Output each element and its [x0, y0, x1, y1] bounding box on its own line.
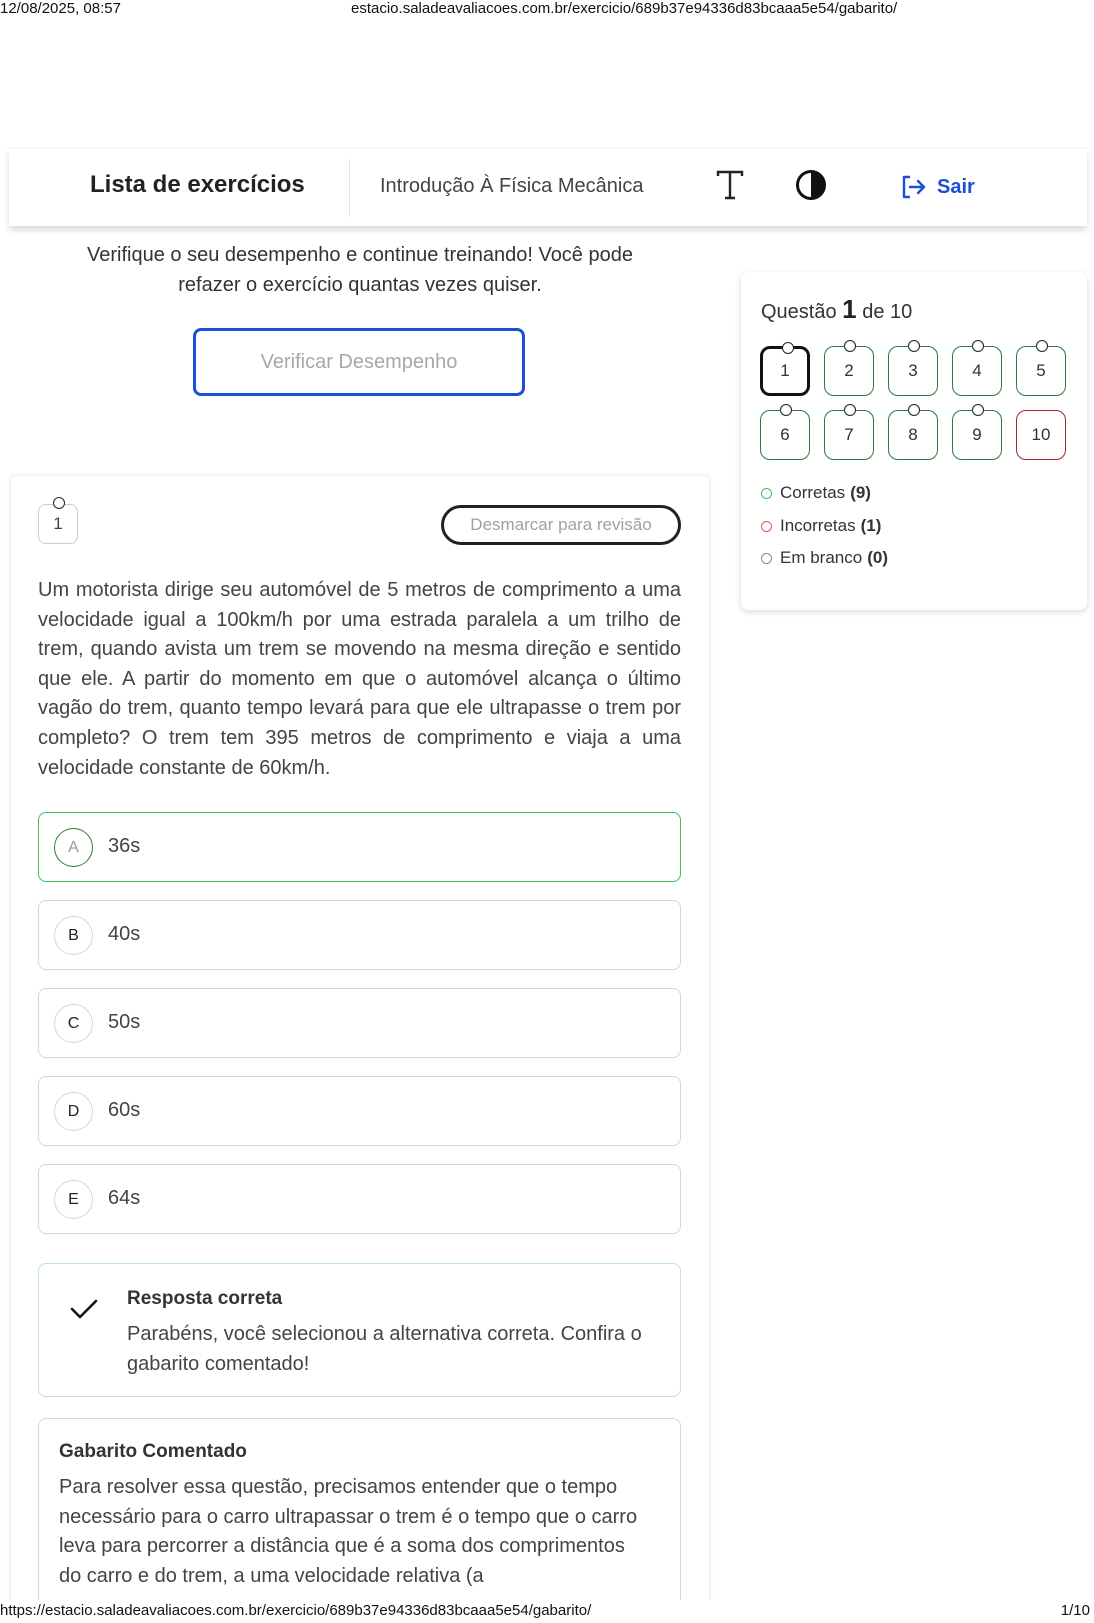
- feedback-text: Parabéns, você selecionou a alternativa correta. Confira o gabarito comentado!: [127, 1323, 642, 1375]
- option-b[interactable]: [38, 900, 681, 970]
- logout-button[interactable]: [899, 172, 975, 202]
- question-total: de 10: [862, 301, 913, 323]
- question-button-label: 4: [972, 361, 982, 380]
- correct-dot-icon: [761, 488, 772, 499]
- question-button-6[interactable]: [760, 410, 810, 460]
- text-size-icon[interactable]: [715, 169, 745, 201]
- question-button-label: 1: [780, 361, 790, 380]
- question-number: 1: [53, 514, 63, 533]
- question-button-label: 9: [972, 425, 982, 444]
- question-button-8[interactable]: [888, 410, 938, 460]
- option-e[interactable]: [38, 1164, 681, 1234]
- review-flag-icon: [972, 404, 984, 416]
- commented-answer: [38, 1418, 681, 1623]
- commented-answer-text: Para resolver essa questão, precisamos entender que o tempo necessário para o carro ultrapassar o trem é o tempo que o carro leva para percorrer a distância que é a soma dos comprimentos do carro e do trem, a uma velocidade relativa (a: [59, 1476, 638, 1587]
- divider: [349, 159, 350, 217]
- review-flag-icon: [53, 497, 65, 509]
- blank-dot-icon: [761, 553, 772, 564]
- legend-blank: [761, 548, 888, 568]
- page-title: Lista de exercícios: [90, 171, 305, 198]
- print-footer-url: https://estacio.saladeavaliacoes.com.br/exercicio/689b37e94336d83bcaaa5e54/gabarito/: [0, 1602, 592, 1619]
- option-c[interactable]: [38, 988, 681, 1058]
- question-statement: Um motorista dirige seu automóvel de 5 metros de comprimento a uma velocidade igual a 100km/h por uma estrada paralela a um trilho de trem, quando avista um trem se movendo na mesma direção e sentido que ele. A partir do momento em que o automóvel alcança o último vagão do trem, quanto tempo levará para que ele ultrapasse o trem por completo? O trem tem 395 metros de comprimento e viaja a uma velocidade constante de 60km/h.: [38, 579, 681, 779]
- course-name: Introdução À Física Mecânica: [380, 175, 644, 197]
- question-button-label: 2: [844, 361, 854, 380]
- option-d[interactable]: [38, 1076, 681, 1146]
- question-button-label: 7: [844, 425, 854, 444]
- review-flag-icon: [908, 404, 920, 416]
- unmark-review-button[interactable]: Desmarcar para revisão: [441, 505, 681, 545]
- logout-icon: [899, 173, 927, 201]
- legend-correct-count: (9): [850, 483, 871, 502]
- legend-wrong: [761, 516, 881, 536]
- legend-blank-count: (0): [867, 548, 888, 567]
- print-page-number: 1/10: [1060, 1602, 1090, 1619]
- question-label: Questão: [761, 301, 837, 323]
- legend-wrong-label: Incorretas: [780, 516, 856, 535]
- question-navigator: [741, 272, 1087, 610]
- check-icon: [69, 1296, 99, 1322]
- question-number-badge: [38, 504, 78, 544]
- print-header-url: estacio.saladeavaliacoes.com.br/exercicio/689b37e94336d83bcaaa5e54/gabarito/: [351, 0, 898, 17]
- contrast-icon[interactable]: [795, 169, 827, 201]
- verify-performance-button[interactable]: Verificar Desempenho: [193, 328, 525, 396]
- intro-text: Verifique o seu desempenho e continue treinando! Você pode refazer o exercício quantas vezes quiser.: [87, 244, 633, 296]
- print-datetime: 12/08/2025, 08:57: [0, 0, 121, 17]
- review-flag-icon: [844, 340, 856, 352]
- question-card: [11, 476, 709, 1623]
- question-button-9[interactable]: [952, 410, 1002, 460]
- option-letter: A: [54, 828, 93, 867]
- question-button-10[interactable]: [1016, 410, 1066, 460]
- option-letter: B: [54, 916, 93, 955]
- option-letter: D: [54, 1092, 93, 1131]
- question-button-label: 5: [1036, 361, 1046, 380]
- question-button-label: 3: [908, 361, 918, 380]
- option-letter: C: [54, 1004, 93, 1043]
- review-flag-icon: [780, 404, 792, 416]
- legend-blank-label: Em branco: [780, 548, 863, 567]
- review-flag-icon: [908, 340, 920, 352]
- legend-correct: [761, 483, 871, 503]
- feedback-title: Resposta correta: [127, 1288, 283, 1309]
- option-text: 36s: [108, 835, 141, 857]
- review-flag-icon: [972, 340, 984, 352]
- logout-label: Sair: [937, 175, 975, 198]
- legend-wrong-count: (1): [860, 516, 882, 535]
- commented-answer-title: Gabarito Comentado: [59, 1441, 247, 1462]
- question-counter: [761, 294, 912, 325]
- option-letter: E: [54, 1180, 93, 1219]
- review-flag-icon: [1036, 340, 1048, 352]
- review-flag-icon: [782, 342, 794, 354]
- question-button-1[interactable]: [760, 346, 810, 396]
- question-button-7[interactable]: [824, 410, 874, 460]
- option-text: 50s: [108, 1011, 141, 1033]
- review-flag-icon: [844, 404, 856, 416]
- current-question: 1: [842, 294, 857, 324]
- question-button-4[interactable]: [952, 346, 1002, 396]
- option-text: 60s: [108, 1099, 141, 1121]
- print-footer: [0, 1600, 1094, 1623]
- option-text: 40s: [108, 923, 141, 945]
- wrong-dot-icon: [761, 521, 772, 532]
- legend-correct-label: Corretas: [780, 483, 846, 502]
- question-button-2[interactable]: [824, 346, 874, 396]
- option-a[interactable]: [38, 812, 681, 882]
- question-button-label: 10: [1031, 425, 1051, 444]
- answer-feedback: [38, 1263, 681, 1397]
- question-button-3[interactable]: [888, 346, 938, 396]
- print-header: [0, 0, 1094, 18]
- top-bar: [9, 148, 1087, 226]
- question-button-label: 6: [780, 425, 790, 444]
- question-button-5[interactable]: [1016, 346, 1066, 396]
- question-button-label: 8: [908, 425, 918, 444]
- option-text: 64s: [108, 1187, 141, 1209]
